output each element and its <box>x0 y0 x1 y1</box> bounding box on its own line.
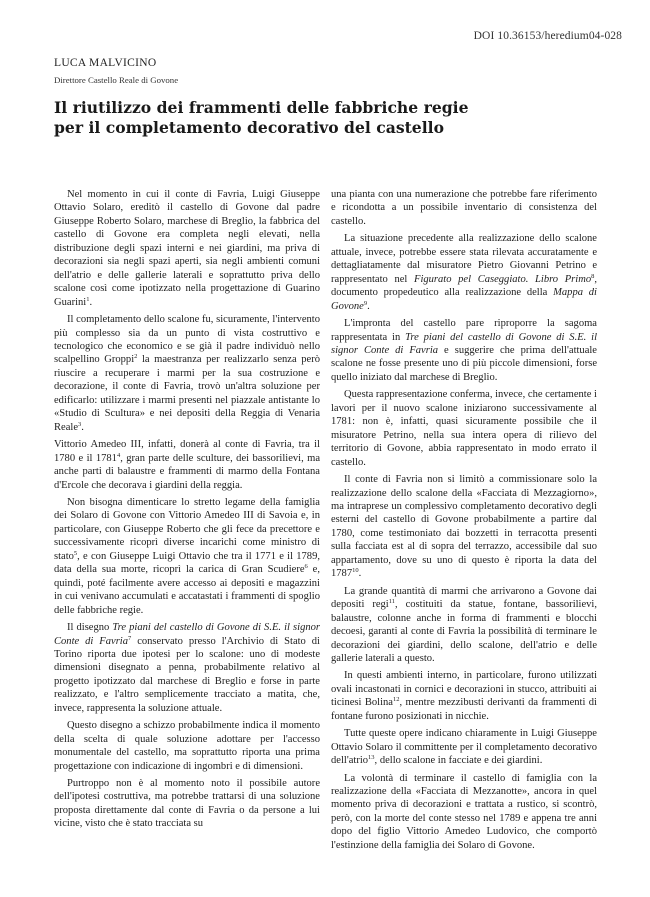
paragraph-text: una pianta con una numerazione che potrebbe fare riferimento e ricondotta a un possibile inventario di consistenza del castello. <box>331 189 597 227</box>
body-paragraph <box>331 669 597 723</box>
footnote-marker[interactable]: 1 <box>86 295 90 303</box>
paragraph-text: , gran parte delle sculture, dei bassorilievi, ma anche parti di balaustre e frammenti di marmo della Fontana d'Ercole che decorava i giardini della reggia. <box>54 452 320 491</box>
footnote-marker[interactable]: 9 <box>363 299 368 307</box>
footnote-marker[interactable]: 4 <box>116 451 121 459</box>
paragraph-text: Tutte queste opere indicano chiaramente in Luigi Giuseppe Ottavio Solaro il committente per il completamento decorativo dell'atrio <box>331 728 597 767</box>
body-paragraph <box>54 719 320 773</box>
paragraph-text: Vittorio Amedeo III, infatti, donerà al conte di Favria, tra il 1780 e il 1781 <box>54 439 320 464</box>
body-column-left <box>54 188 320 835</box>
paragraph-text: La volontà di terminare il castello di famiglia con la realizzazione della «Facciata di Mezzanotte», ancora in quel momento priva di decorazioni e trattata a rustico, si scontrò, però, con la morte del conte stesso nel 1789 e appena tre anni dopo del figlio Vittorio Amedeo Ludovico, che comportò l'estinzione della famiglia dei Solaro di Govone. <box>331 772 597 851</box>
body-paragraph <box>331 585 597 666</box>
body-paragraph <box>54 313 320 434</box>
paragraph-text: . <box>367 300 370 312</box>
italic-title-reference: Figurato pel Caseggiato. Libro Primo <box>414 273 592 285</box>
title-line-1: Il riutilizzo dei frammenti delle fabbriche regie <box>54 98 469 117</box>
footnote-marker[interactable]: 2 <box>134 353 138 361</box>
paragraph-text: Questo disegno a schizzo probabilmente indica il momento della scelta di quale soluzione adottare per l'accesso monumentale del castello, ma soprattutto riporta una prima progettazione con indicazione di ingombri e di dimensioni. <box>54 720 320 772</box>
italic-title-reference: Tre piani del castello di Govone di S.E. il signor Conte di Favria <box>54 622 320 647</box>
paragraph-text: Il disegno <box>67 622 113 634</box>
paragraph-text: , costituiti da statue, fontane, bassorilievi, balaustre, colonne anche in forma di frammenti e blocchi decoesi, garanti al conte di Favria la possibilità di terminare le decorazioni dei giardini, dello scalone, dell'atrio e delle gallerie laterali a questo. <box>331 599 598 664</box>
body-paragraph <box>331 232 597 313</box>
footnote-marker[interactable]: 11 <box>388 598 396 606</box>
footnote-marker[interactable]: 8 <box>591 272 595 280</box>
body-paragraph <box>54 621 320 715</box>
footnote-marker[interactable]: 7 <box>128 634 132 642</box>
paragraph-text: , documento propedeutico alla realizzazione della <box>331 273 597 299</box>
body-paragraph <box>331 188 597 228</box>
paragraph-text: . <box>81 421 84 433</box>
title-line-2: per il completamento decorativo del castello <box>54 118 444 137</box>
footnote-marker[interactable]: 6 <box>304 563 308 571</box>
italic-title-reference: Tre piani del castello di Govone di S.E. il signor Conte di Favria <box>331 331 597 356</box>
paragraph-text: Il conte di Favria non si limitò a commissionare solo la realizzazione dello scalone della «Facciata di Mezzagiorno», ma intraprese un complessivo completamento decorativo degli esterni del castello di Govone probabilmente a partire dal 1780, come testimoniato dai bozzetti in terracotta presenti sulla facciata est al di sopra del terrazzo, accessibile dal suo appartamento, dove su uno di questo è riporta la data del 1787 <box>331 474 597 580</box>
paragraph-text: conservato presso l'Archivio di Stato di Torino riporta due ipotesi per lo scalone: uno di modeste dimensioni disegnato a penna, probabilmente relativo al progetto ipotizzato dal marchese di Breglio e forse in parte realizzato, e l'altro semplicemente tracciato a matita, che, invece, rappresenta la soluzione attuale. <box>54 635 320 714</box>
body-paragraph <box>331 772 597 853</box>
footnote-marker[interactable]: 12 <box>392 696 400 704</box>
body-paragraph <box>54 188 320 309</box>
paragraph-text: . <box>89 296 93 308</box>
paragraph-text: e, quindi, poté facilmente avere accesso ai depositi e magazzini in cui venivano accumulati e accatastati i frammenti di spoglio delle fabbriche regie. <box>54 564 320 616</box>
paragraph-text: , dello scalone in facciate e dei giardini. <box>374 755 543 767</box>
paragraph-text: , e con Giuseppe Luigi Ottavio che tra il 1771 e il 1789, data della sua morte, ricoprì la carica di Gran Scudiere <box>54 550 320 576</box>
paragraph-text: . <box>358 568 362 580</box>
body-paragraph <box>54 496 320 617</box>
author-name: LUCA MALVICINO <box>54 57 157 69</box>
paragraph-text: Non bisogna dimenticare lo stretto legame della famiglia dei Solaro di Govone con Vittorio Amedeo III di Savoia e, in particolare, con Giuseppe Roberto che gli fece da precettore e successivamente ricoprì diverse incarichi come ministro di stato <box>54 496 320 562</box>
doi-label[interactable]: DOI 10.36153/heredium04-028 <box>473 30 622 42</box>
body-column-right <box>331 188 597 856</box>
body-paragraph <box>331 388 597 469</box>
body-paragraph <box>54 777 320 831</box>
paragraph-text: Nel momento in cui il conte di Favria, Luigi Giuseppe Ottavio Solaro, ereditò il castello di Govone dal padre Giuseppe Roberto Solaro, marchese di Breglio, la fabbrica del castello di Govone era completa negli elevati, nella distribuzione degli spazi interni e nei giardini, ma priva di decorazioni sia negli spazi aperti, sia negli ambienti comuni dell'atrio e delle gallerie laterali e soprattutto priva dello scalone così come ipotizzato nella progettazione di Guarino Guarini <box>54 189 320 308</box>
paragraph-text: , mentre mezzibusti derivanti da frammenti di fontane furono posizionati in nicchie. <box>331 697 597 722</box>
footnote-marker[interactable]: 3 <box>78 420 82 428</box>
italic-title-reference: Mappa di Govone <box>331 287 597 312</box>
footnote-marker[interactable]: 5 <box>73 549 78 557</box>
paragraph-text: e suggerire che prima dell'attuale scalone ne fosse presente uno di più piccole dimensioni, forse quello iniziato dal marchese di Breglio. <box>331 344 597 383</box>
body-paragraph <box>331 473 597 581</box>
paragraph-text: In questi ambienti interno, in particolare, furono utilizzati ovali incastonati in cornici e decorazioni in stucco, attribuiti ai ticinesi Bolina <box>331 670 597 709</box>
paragraph-text: L'impronta del castello pare riproporre la sagoma rappresentata in <box>331 318 597 343</box>
paragraph-text: Questa rappresentazione conferma, invece, che certamente i lavori per il nuovo scalone iniziarono successivamente al 1781: non è, infatti, quasi sicuramente possibile che il misuratore Petrino, nella sua intera opera di rilievo del territorio di Govone, abbia rappresentato in modo errato il castello. <box>331 389 597 468</box>
footnote-marker[interactable]: 13 <box>368 754 375 762</box>
article-title <box>54 98 614 138</box>
paragraph-text: Il completamento dello scalone fu, sicuramente, l'intervento più complesso sia da un punto di vista costruttivo e tecnologico che economico e se già il padre individuò nello scalpellino Groppi <box>54 314 320 366</box>
author-affiliation: Direttore Castello Reale di Govone <box>54 75 179 85</box>
body-paragraph <box>54 438 320 492</box>
body-paragraph <box>331 727 597 767</box>
body-paragraph <box>331 317 597 384</box>
paragraph-text: La grande quantità di marmi che arrivarono a Govone dai depositi regi <box>331 585 597 611</box>
footnote-marker[interactable]: 10 <box>352 567 359 575</box>
paragraph-text: Purtroppo non è al momento noto il possibile autore dell'ipotesi costruttiva, ma potrebbe trattarsi di una soluzione proposta direttamente dal conte di Favria o da persone a lui vicine, visto che è stato tracciata su <box>54 778 320 830</box>
paragraph-text: La situazione precedente alla realizzazione dello scalone attuale, invece, potrebbe essere stata rilevata accuratamente e dettagliatamente dal misuratore Pietro Giovanni Petrino e rappresentato nel <box>331 233 597 285</box>
paragraph-text: la maestranza per realizzarlo senza però riuscire a recuperare i marmi per la sua costruzione e decorazione, il conte di Favria, trovò un'altra soluzione per edificarlo: utilizzare i marmi presenti nel piazzale antistante lo «Studio di Scultura» e nei depositi della Reggia di Venaria Reale <box>54 354 320 433</box>
